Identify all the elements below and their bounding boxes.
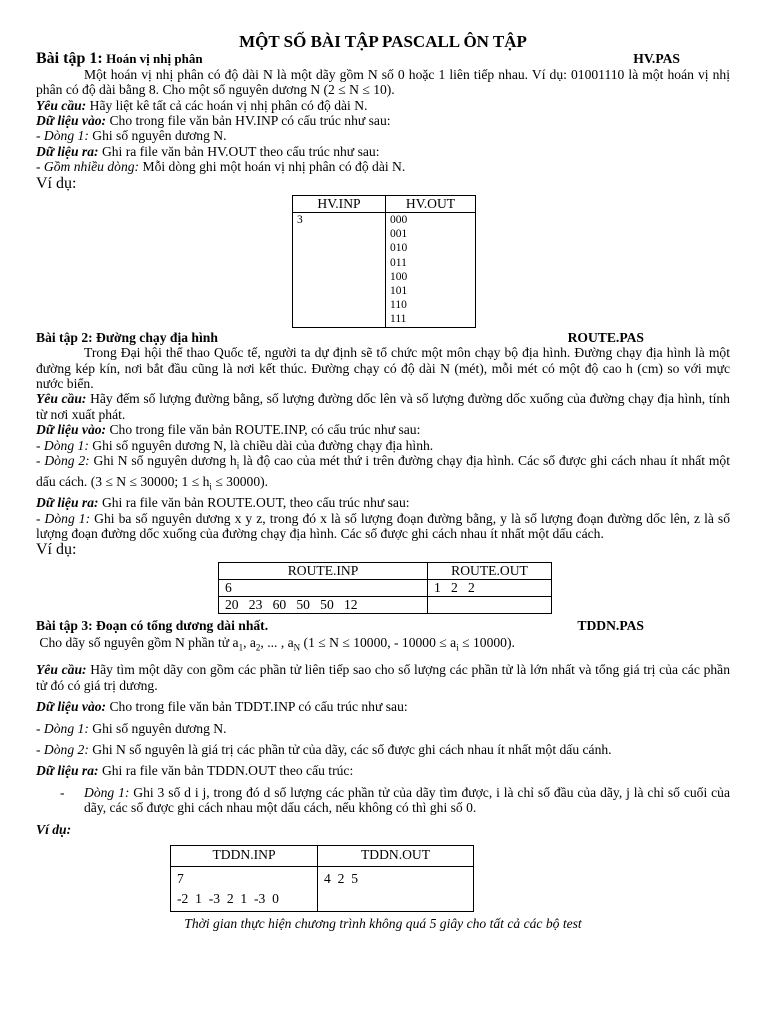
exercise-3-input-line2: - Dòng 2: Ghi N số nguyên là giá trị các phần tử của dãy, các số được ghi cách nhau ít nhất một dấu cánh. bbox=[36, 741, 612, 757]
table-header-input: HV.INP bbox=[293, 196, 386, 213]
exercise-2-example-label: Ví dụ: bbox=[36, 541, 77, 559]
output-line: 011 bbox=[390, 256, 407, 269]
exercise-1-requirement: Yêu cầu: Hãy liệt kê tất cả các hoán vị nhị phân có độ dài N. bbox=[36, 97, 368, 113]
table-header-output: TDDN.OUT bbox=[318, 846, 474, 867]
exercise-3-label: Bài tập 3: Đoạn có tổng dương dài nhất. bbox=[36, 617, 269, 633]
exercise-2-requirement: Yêu cầu: Hãy đếm số lượng đường bằng, số lượng đường dốc lên và số lượng đường dốc xuống của đường chạy địa hình, tính từ nơi xuất phát. bbox=[36, 391, 730, 422]
table-cell-output: 1 2 2 bbox=[428, 579, 552, 596]
exercise-3-example-table bbox=[170, 845, 474, 912]
exercise-3-input: Dữ liệu vào: Cho trong file văn bản TDDT.INP có cấu trúc như sau: bbox=[36, 699, 408, 715]
output-line: 001 bbox=[390, 228, 408, 241]
exercise-2-input-line2: - Dòng 2: Ghi N số nguyên dương $h_i$ là độ cao của mét thứ i trên đường chạy địa hình. Các số được ghi cách nhau ít nhất một dấu cách. (3 ≤ N ≤ 30000; $1 \le h_i \le 30000$). bbox=[36, 452, 730, 492]
exercise-1-example-table bbox=[292, 195, 476, 328]
exercise-1-example-label: Ví dụ: bbox=[36, 174, 77, 192]
table-cell-input: 7 -2 1 -3 2 1 -3 0 bbox=[171, 867, 318, 912]
exercise-1-name: Hoán vị nhị phân bbox=[106, 51, 203, 67]
exercise-3-header bbox=[36, 618, 730, 633]
exercise-1-intro: Một hoán vị nhị phân có độ dài N là một dãy gồm N số 0 hoặc 1 liên tiếp nhau. Ví dụ: 01001110 là một hoán vị nhị phân có độ dài bằng 8. Cho một số nguyên dương N (2 ≤ N ≤ 10). bbox=[36, 66, 730, 98]
exercise-3-example-label: Ví dụ: bbox=[36, 821, 72, 837]
exercise-3-output-line1: - Dòng 1: Ghi 3 số d i j, trong đó d số lượng các phần tử của dãy tìm được, i là chỉ số đầu của dãy, j là chỉ số cuối của dãy, các số được ghi cách nhau một dấu cách, nếu không có thì ghi số 0. bbox=[60, 784, 730, 816]
exercise-2-header bbox=[36, 330, 730, 345]
table-header-input: TDDN.INP bbox=[171, 846, 318, 867]
exercise-1-file: HV.PAS bbox=[633, 51, 680, 67]
document-page bbox=[36, 34, 730, 931]
exercise-2-input: Dữ liệu vào: Cho trong file văn bản ROUTE.INP, có cấu trúc như sau: bbox=[36, 422, 421, 438]
table-cell-output bbox=[386, 213, 476, 328]
exercise-2-example-table bbox=[218, 562, 552, 614]
table-cell-input: 6 bbox=[219, 579, 428, 596]
exercise-3-output: Dữ liệu ra: Ghi ra file văn bản TDDN.OUT theo cấu trúc: bbox=[36, 763, 354, 779]
exercise-1-label: Bài tập 1: bbox=[36, 50, 103, 68]
table-cell-input: 3 bbox=[293, 213, 386, 328]
output-line: 000 bbox=[390, 214, 408, 227]
time-limit-note: Thời gian thực hiện chương trình không quá 5 giây cho tất cả các bộ test bbox=[184, 916, 582, 931]
output-line: 010 bbox=[390, 242, 408, 255]
exercise-1-input: Dữ liệu vào: Cho trong file văn bản HV.INP có cấu trúc như sau: bbox=[36, 113, 391, 129]
table-cell-output: 4 2 5 bbox=[318, 867, 474, 912]
exercise-2-file: ROUTE.PAS bbox=[567, 329, 644, 345]
exercise-2-label: Bài tập 2: Đường chạy địa hình bbox=[36, 329, 218, 345]
output-line: 100 bbox=[390, 270, 408, 283]
page-title: MỘT SỐ BÀI TẬP PASCALL ÔN TẬP bbox=[239, 32, 527, 51]
table-header-input: ROUTE.INP bbox=[219, 562, 428, 579]
output-line: 101 bbox=[390, 285, 408, 298]
exercise-2-input-line1: - Dòng 1: Ghi số nguyên dương N, là chiều dài của đường chạy địa hình. bbox=[36, 437, 434, 453]
table-cell-output bbox=[428, 596, 552, 613]
exercise-3-requirement: Yêu cầu: Hãy tìm một dãy con gồm các phần tử liên tiếp sao cho số lượng các phần tử là lớn nhất và tổng giá trị của các phần tử đó có giá trị dương. bbox=[36, 662, 731, 693]
exercise-2-intro: Trong Đại hội thể thao Quốc tế, người ta dự định sẽ tổ chức một môn chạy bộ địa hình. Đường chạy địa hình là một đường kép kín, nơi bắt đầu cũng là nơi kết thúc. Đường chạy có độ dài N (mét), mỗi mét có một độ cao h (cm) so với mực nước biển. bbox=[36, 345, 730, 391]
exercise-1-header bbox=[36, 51, 730, 66]
exercise-3-file: TDDN.PAS bbox=[577, 617, 644, 633]
exercise-3-input-line1: - Dòng 1: Ghi số nguyên dương N. bbox=[36, 720, 227, 736]
table-cell-input: 20 23 60 50 50 12 bbox=[219, 596, 428, 613]
exercise-2-output: Dữ liệu ra: Ghi ra file văn bản ROUTE.OUT, theo cấu trúc như sau: bbox=[36, 495, 410, 511]
exercise-1-output-line1: - Gồm nhiều dòng: Mỗi dòng ghi một hoán vị nhị phân có độ dài N. bbox=[36, 159, 406, 175]
exercise-2-output-line1: - Dòng 1: Ghi ba số nguyên dương x y z, trong đó x là số lượng đoạn đường bằng, y là số lượng đoạn đường dốc lên, z là số lượng đoạn đường dốc xuống của đường chạy địa hình. Các số được ghi cách nhau ít nhất một dấu cách. bbox=[36, 510, 731, 541]
exercise-1-output: Dữ liệu ra: Ghi ra file văn bản HV.OUT theo cấu trúc như sau: bbox=[36, 143, 380, 159]
exercise-3-intro: Cho dãy số nguyên gồm N phần tử $a_1$, $a_2$, ... , $a_N$ (1 ≤ N ≤ 10000, - $10000 \le a_i \le 10000$). bbox=[39, 635, 515, 653]
table-header-output: ROUTE.OUT bbox=[428, 562, 552, 579]
exercise-1-input-line1: - Dòng 1: Ghi số nguyên dương N. bbox=[36, 128, 227, 144]
output-line: 110 bbox=[390, 299, 407, 312]
output-line: 111 bbox=[390, 313, 407, 326]
table-header-output: HV.OUT bbox=[386, 196, 476, 213]
